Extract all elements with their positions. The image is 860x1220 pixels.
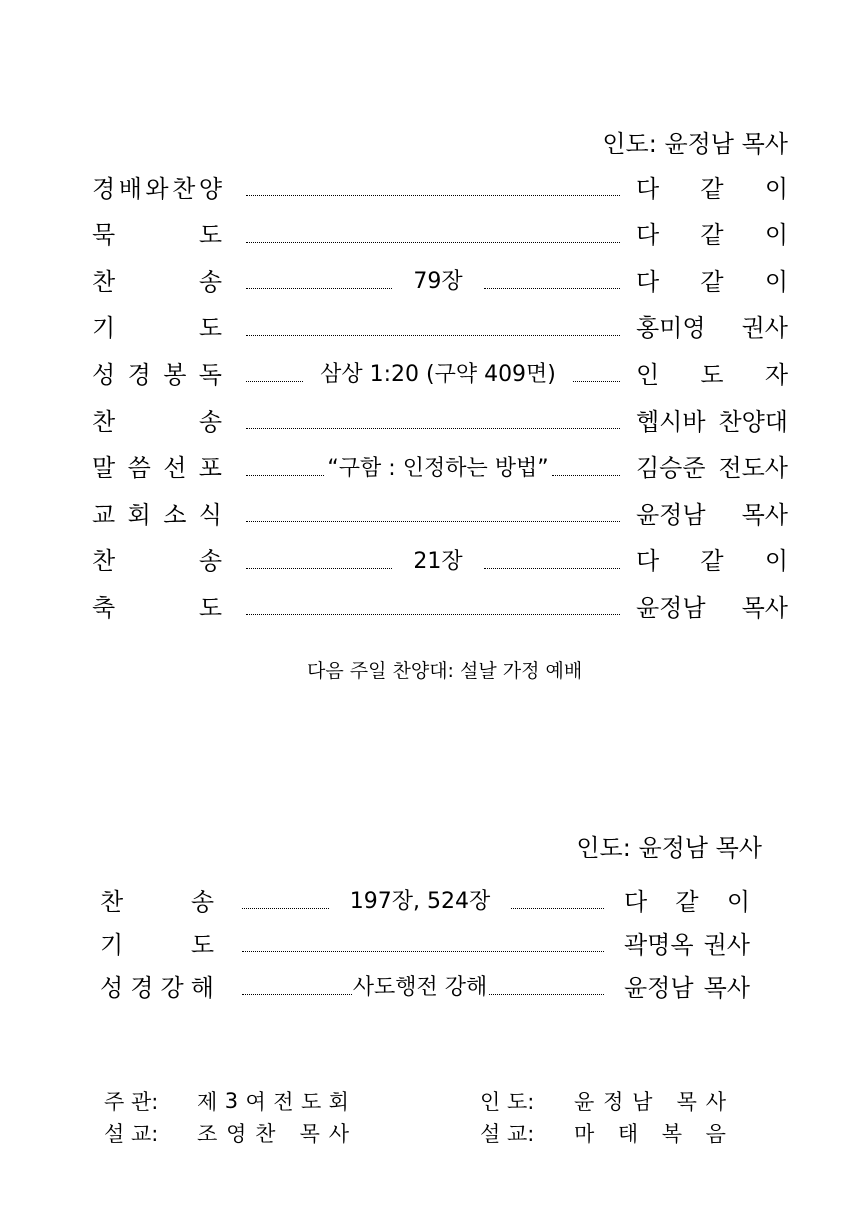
dot-leader	[511, 908, 604, 909]
order-label: 성 경 봉 독	[92, 360, 222, 389]
dot-leader	[246, 428, 620, 429]
order-responsible: 윤정남 목사	[624, 973, 750, 1002]
dot-leader	[242, 994, 352, 995]
order-responsible: 다 같 이	[636, 221, 788, 250]
dot-leader	[489, 994, 605, 995]
dot-leader	[246, 242, 620, 243]
order-detail: 21장	[413, 548, 463, 574]
dot-leader	[242, 951, 604, 952]
order-detail: 사도행전 강해	[352, 975, 488, 1000]
order-detail: 197장, 524장	[349, 889, 491, 914]
dot-leader	[246, 381, 303, 382]
next-week-choir-note: 다음 주일 찬양대: 설날 가정 예배	[307, 660, 583, 682]
order-label: 찬 송	[92, 407, 222, 436]
service1-leader: 인도: 윤정남 목사	[602, 130, 788, 158]
order-label: 기 도	[100, 930, 214, 959]
footer-left-key: 설 교:	[104, 1122, 159, 1146]
order-responsible: 김승준 전도사	[636, 454, 788, 483]
dot-leader	[246, 475, 324, 476]
order-responsible: 다 같 이	[636, 174, 788, 203]
dot-leader	[246, 521, 620, 522]
order-responsible: 다 같 이	[636, 267, 788, 296]
order-responsible: 헵시바 찬양대	[636, 407, 788, 436]
footer-right-value: 윤 정 남 목 사	[574, 1090, 726, 1114]
order-responsible: 곽명옥 권사	[624, 930, 750, 959]
dot-leader	[246, 335, 620, 336]
dot-leader	[552, 475, 620, 476]
order-responsible: 다 같 이	[636, 547, 788, 576]
order-detail: 79장	[413, 269, 463, 295]
order-label: 찬 송	[92, 267, 222, 296]
order-responsible: 다 같 이	[624, 887, 750, 916]
order-label: 경 배 와 찬 양	[92, 174, 222, 203]
dot-leader	[246, 195, 620, 196]
footer-left-value: 제 3 여 전 도 회	[197, 1089, 349, 1114]
order-detail: 삼상 1:20 (구약 409면)	[320, 362, 556, 388]
order-responsible: 윤정남 목사	[636, 500, 788, 529]
dot-leader	[484, 288, 620, 289]
footer-right-key: 인 도:	[480, 1090, 535, 1114]
footer-left-value: 조 영 찬 목 사	[197, 1122, 349, 1146]
order-label: 찬 송	[92, 547, 222, 576]
footer-left-key: 주 관:	[104, 1090, 159, 1114]
order-detail: “구함 : 인정하는 방법”	[327, 455, 549, 481]
order-label: 말 씀 선 포	[92, 454, 222, 483]
order-label: 축 도	[92, 593, 222, 622]
order-label: 교 회 소 식	[92, 500, 222, 529]
footer-right-value: 마 태 복 음	[574, 1122, 726, 1146]
dot-leader	[242, 908, 329, 909]
order-label: 묵 도	[92, 221, 222, 250]
footer-right-key: 설 교:	[480, 1122, 535, 1146]
order-responsible: 홍미영 권사	[636, 314, 788, 343]
dot-leader	[246, 614, 620, 615]
dot-leader	[484, 568, 620, 569]
order-responsible: 윤정남 목사	[636, 593, 788, 622]
dot-leader	[573, 381, 620, 382]
order-label: 기 도	[92, 314, 222, 343]
order-label: 성 경 강 해	[100, 973, 214, 1002]
dot-leader	[246, 288, 392, 289]
dot-leader	[246, 568, 392, 569]
order-label: 찬 송	[100, 887, 214, 916]
service2-leader: 인도: 윤정남 목사	[576, 834, 762, 862]
order-responsible: 인 도 자	[636, 360, 788, 389]
